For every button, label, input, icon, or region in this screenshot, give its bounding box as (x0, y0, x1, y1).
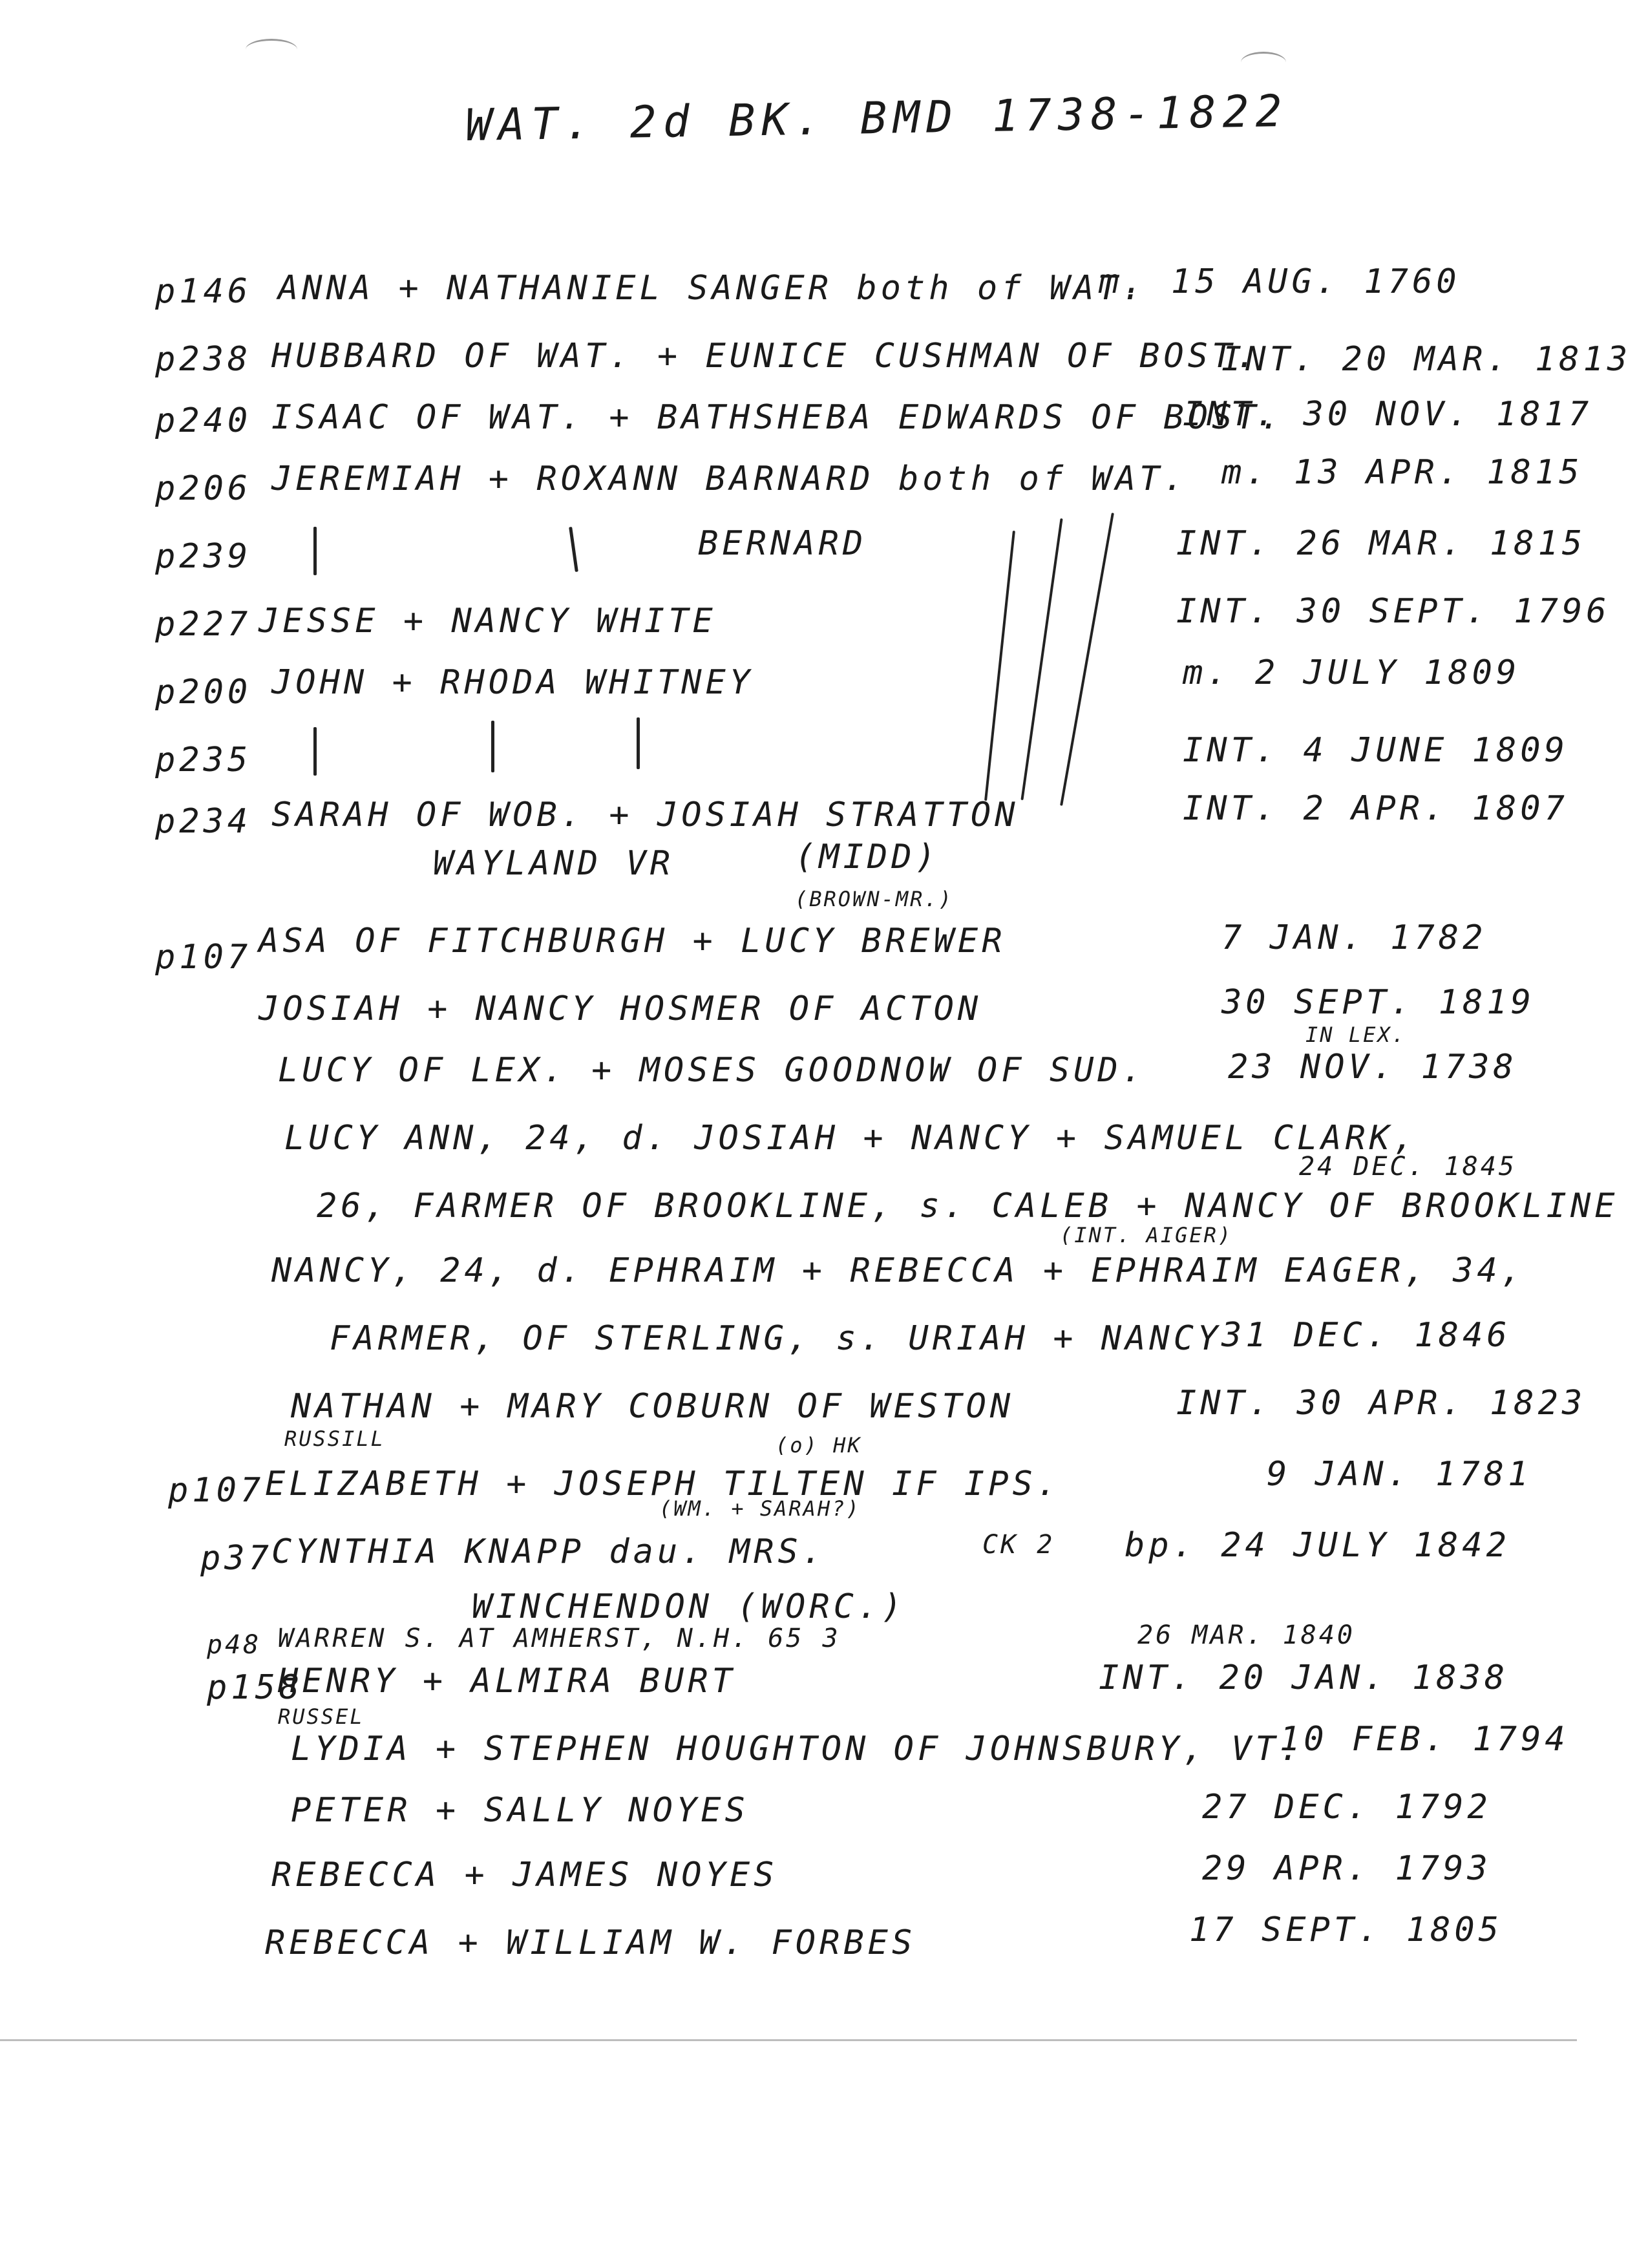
entry-text: JOHN + RHODA WHITNEY (271, 663, 754, 702)
page-ref: p238 (155, 340, 252, 379)
entry-date: INT. 26 MAR. 1815 (1176, 524, 1587, 563)
entry-text: FARMER, OF STERLING, s. URIAH + NANCY (330, 1319, 1222, 1358)
entry-text: CYNTHIA KNAPP dau. MRS. (271, 1532, 827, 1571)
ditto-mark (984, 531, 1015, 801)
entry-text: PETER + SALLY NOYES (291, 1791, 749, 1830)
page-ref: p206 (155, 469, 252, 508)
ditto-mark (569, 527, 578, 572)
annotation-ck2: CK 2 (982, 1530, 1055, 1560)
entry-date: 10 FEB. 1794 (1280, 1720, 1569, 1759)
entry-date: bp. 24 JULY 1842 (1125, 1526, 1510, 1565)
ditto-mark (1060, 513, 1114, 806)
page-ref: p227 (155, 605, 252, 644)
entry-date: INT. 20 MAR. 1813 (1221, 340, 1632, 379)
page-corner-mark (1241, 52, 1286, 73)
entry-date: m. 13 APR. 1815 (1221, 453, 1583, 492)
entry-date: 23 NOV. 1738 (1228, 1048, 1517, 1086)
entry-date: 26 MAR. 1840 (1137, 1620, 1355, 1650)
entry-text: NATHAN + MARY COBURN OF WESTON (291, 1387, 1015, 1426)
entry-date: INT. 30 NOV. 1817 (1183, 395, 1593, 434)
page-ref: p146 (155, 272, 252, 311)
entry-text: LUCY ANN, 24, d. JOSIAH + NANCY + SAMUEL CLARK, (284, 1119, 1418, 1158)
entry-text: LUCY OF LEX. + MOSES GOODNOW OF SUD. (278, 1051, 1146, 1090)
annotation-russel: RUSSEL (278, 1704, 364, 1729)
section-heading-winchendon: WINCHENDON (WORC.) (472, 1587, 906, 1626)
entry-date: 9 JAN. 1781 (1267, 1455, 1532, 1494)
entry-date: INT. 30 SEPT. 1796 (1176, 592, 1611, 631)
entry-date: 27 DEC. 1792 (1202, 1788, 1492, 1827)
page-ref: p158 (207, 1668, 304, 1707)
page-ref: p200 (155, 673, 252, 712)
page-ref: p107 (155, 938, 252, 977)
page-title: WAT. 2d BK. BMD 1738-1822 (465, 85, 1289, 152)
entry-text: HENRY + ALMIRA BURT (278, 1662, 736, 1701)
annotation-ohk: (o) HK (776, 1433, 862, 1457)
ditto-mark (637, 717, 640, 769)
entry-date: m. 2 JULY 1809 (1183, 653, 1521, 692)
entry-text: LYDIA + STEPHEN HOUGHTON OF JOHNSBURY, VT. (291, 1730, 1304, 1768)
page-corner-mark (246, 39, 297, 60)
entry-text: JESSE + NANCY WHITE (259, 602, 717, 641)
page-ref: p234 (155, 802, 252, 841)
page-bottom-rule (0, 2039, 1577, 2041)
page-ref: p239 (155, 537, 252, 576)
entry-date: 17 SEPT. 1805 (1189, 1911, 1503, 1949)
entry-date: INT. 2 APR. 1807 (1183, 789, 1569, 828)
ditto-mark (313, 727, 317, 776)
entry-text: SARAH OF WOB. + JOSIAH STRATTON (271, 796, 1019, 834)
entry-date: 31 DEC. 1846 (1221, 1316, 1511, 1355)
entry-text: BERNARD (698, 524, 867, 563)
annotation-russill: RUSSILL (284, 1426, 385, 1451)
entry-text: JEREMIAH + ROXANN BARNARD both of WAT. (271, 460, 1188, 498)
annotation-wm-sarah: (WM. + SARAH?) (659, 1496, 861, 1521)
entry-text: REBECCA + JAMES NOYES (271, 1856, 778, 1894)
entry-text: REBECCA + WILLIAM W. FORBES (265, 1924, 916, 1962)
section-heading-note: (MIDD) (795, 838, 940, 876)
page-ref: p37 (200, 1539, 273, 1578)
page-ref: p48 (207, 1630, 262, 1660)
entry-text: NANCY, 24, d. EPHRAIM + REBECCA + EPHRAIM EAGER, 34, (271, 1251, 1525, 1290)
entry-date: 30 SEPT. 1819 (1221, 983, 1535, 1022)
page-ref: p240 (155, 401, 252, 440)
entry-text: ANNA + NATHANIEL SANGER both of WAT. (278, 269, 1146, 308)
annotation-in-lex: IN LEX. (1305, 1023, 1406, 1047)
ditto-mark (491, 721, 494, 772)
entry-date: m. 15 AUG. 1760 (1099, 262, 1461, 301)
entry-text: ASA OF FITCHBURGH + LUCY BREWER (259, 922, 1006, 960)
entry-text: ELIZABETH + JOSEPH TILTEN IF IPS. (265, 1465, 1061, 1503)
annotation-24-dec: 24 DEC. 1845 (1299, 1152, 1517, 1182)
entry-date: INT. 4 JUNE 1809 (1183, 731, 1569, 770)
entry-text: WARREN S. AT AMHERST, N.H. 65 3 (278, 1624, 841, 1653)
entry-date: 7 JAN. 1782 (1221, 918, 1487, 957)
annotation-brown: (BROWN-MR.) (795, 887, 953, 911)
entry-text: HUBBARD OF WAT. + EUNICE CUSHMAN OF BOST. (271, 337, 1260, 376)
page-ref: p235 (155, 741, 252, 779)
entry-text: 26, FARMER OF BROOKLINE, s. CALEB + NANCY OF BROOKLINE (317, 1187, 1619, 1225)
page-ref: p107 (168, 1471, 265, 1510)
ditto-mark (1020, 518, 1062, 800)
entry-date: INT. 30 APR. 1823 (1176, 1384, 1587, 1423)
annotation-int-alger: (INT. AIGER) (1060, 1223, 1233, 1247)
entry-text: ISAAC OF WAT. + BATHSHEBA EDWARDS OF BOST. (271, 398, 1284, 437)
section-heading-wayland: WAYLAND VR (433, 844, 675, 883)
entry-date: INT. 20 JAN. 1838 (1099, 1659, 1509, 1697)
entry-text: JOSIAH + NANCY HOSMER OF ACTON (259, 990, 982, 1028)
entry-date: 29 APR. 1793 (1202, 1849, 1492, 1888)
ditto-mark (313, 527, 317, 575)
